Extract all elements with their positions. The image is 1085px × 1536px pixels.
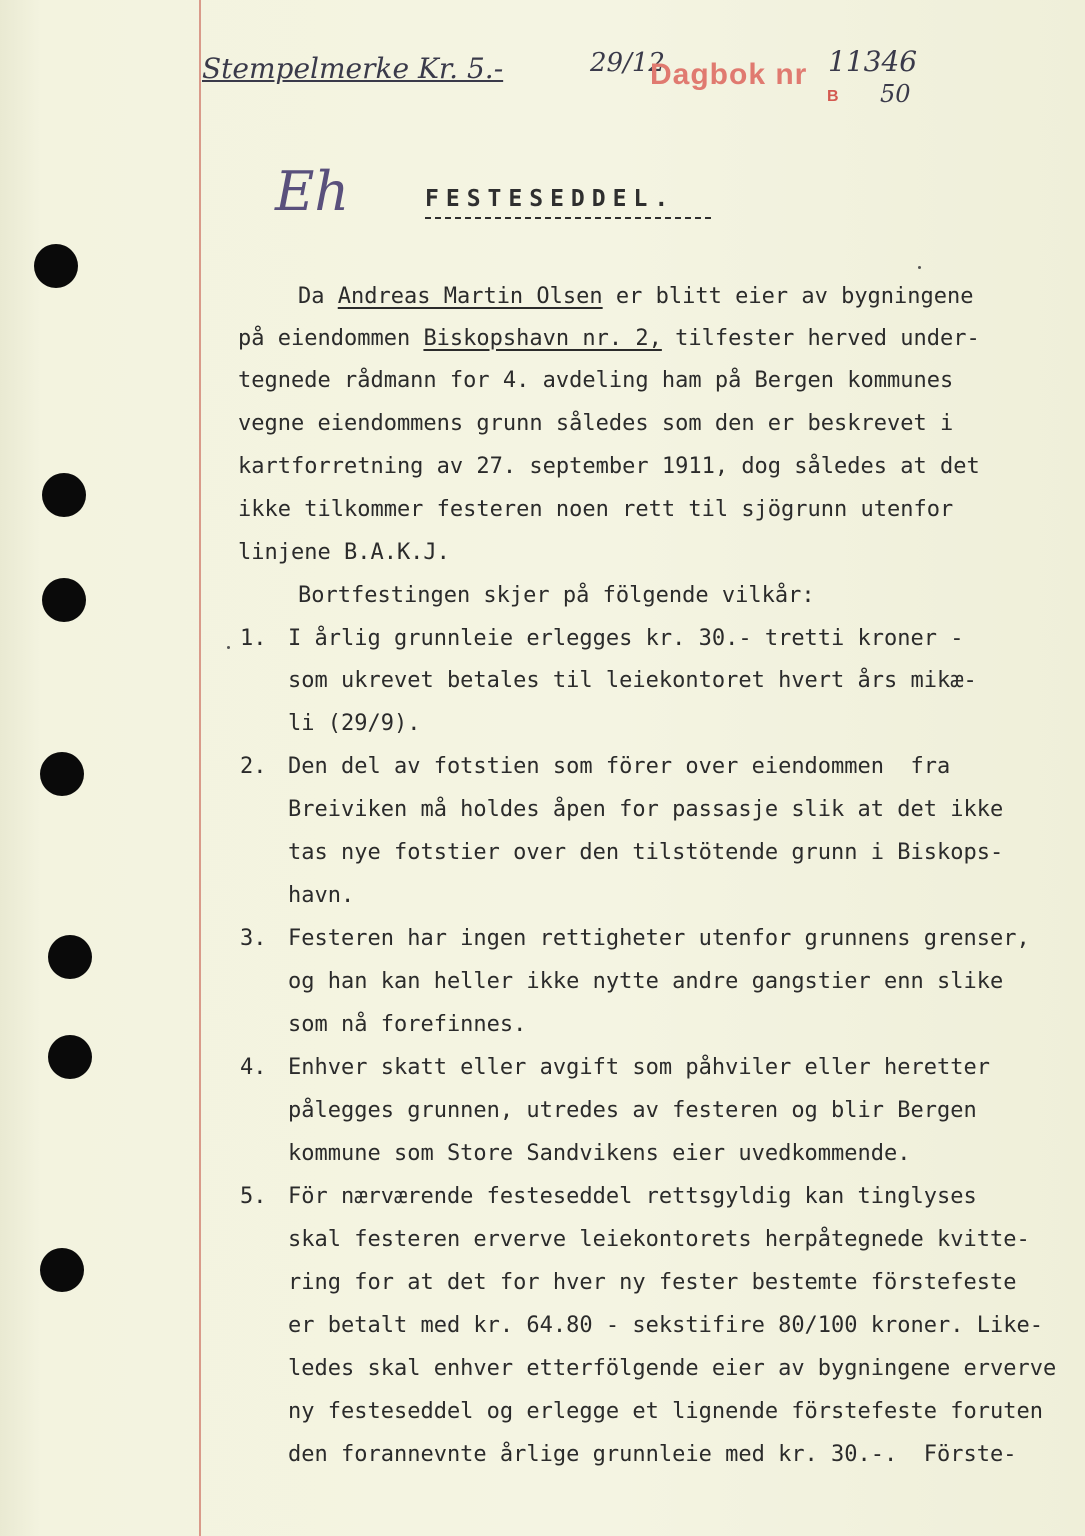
item-number: 2. [240,754,267,779]
item-number: 4. [240,1055,267,1080]
item-line: Den del av fotstien som förer over eiendommen fra [288,754,951,779]
handwritten-initials: Eh [275,160,350,223]
item-line: som ukrevet betales til leiekontoret hvert års mikæ- [288,668,977,693]
dagbok-date: 29/12 [590,48,665,78]
item-line: För nærværende festeseddel rettsgyldig kan tinglyses [288,1184,977,1209]
item-line: Festeren har ingen rettigheter utenfor grunnens grenser, [288,926,1030,951]
punch-hole [34,244,78,288]
intro-line-5: kartforretning av 27. september 1911, dog således at det [238,454,980,479]
margin-rule [199,0,201,1536]
item-line: li (29/9). [288,711,421,736]
item-line: pålegges grunnen, utredes av festeren og blir Bergen [288,1098,977,1123]
intro-line-3: tegnede rådmann for 4. avdeling ham på Bergen kommunes [238,368,954,393]
intro-line-4: vegne eiendommens grunn således som den er beskrevet i [238,411,954,436]
item-line: ledes skal enhver etterfölgende eier av bygningene erverve [288,1356,1057,1381]
item-number: 5. [240,1184,267,1209]
owner-name: Andreas Martin Olsen [337,284,603,309]
item-line: Enhver skatt eller avgift som påhviler eller heretter [288,1055,990,1080]
item-line: den forannevnte årlige grunnleie med kr. 30.-. Förste- [288,1442,1017,1467]
punch-hole [42,473,86,517]
item-line: ring for at det for hver ny fester bestemte förstefeste [288,1270,1017,1295]
item-line: skal festeren erverve leiekontorets herpåtegnede kvitte- [288,1227,1030,1252]
item-line: Breiviken må holdes åpen for passasje slik at det ikke [288,797,1004,822]
conditions-heading: Bortfestingen skjer på fölgende vilkår: [298,583,815,608]
item-number: 1. [240,626,267,651]
dagbok-year: 50 [880,80,911,108]
item-line: tas nye fotstier over den tilstötende grunn i Biskops- [288,840,1004,865]
item-line: som nå forefinnes. [288,1012,527,1037]
punch-hole [48,1035,92,1079]
dagbok-number: 11346 [828,45,918,78]
dagbok-stamp: Dagbok nr [650,58,808,91]
item-number: 3. [240,926,267,951]
item-line: ny festeseddel og erlegge et lignende förstefeste foruten [288,1399,1043,1424]
item-line: I årlig grunnleie erlegges kr. 30.- tretti kroner - [288,626,964,651]
property-name: Biskopshavn nr. 2, [423,326,662,351]
punch-hole [42,578,86,622]
document-title: FESTESEDDEL. [425,186,676,212]
stamp-mark-note: Stempelmerke Kr. 5.- [202,52,504,85]
title-underline [425,217,711,219]
ink-speck [918,266,921,269]
item-line: havn. [288,883,355,908]
punch-hole [40,1248,84,1292]
intro-line-7: linjene B.A.K.J. [238,540,450,565]
item-line: kommune som Store Sandvikens eier uvedkommende. [288,1141,911,1166]
intro-line-6: ikke tilkommer festeren noen rett til sjögrunn utenfor [238,497,954,522]
intro-line-1: Da Andreas Martin Olsen er blitt eier av bygningene [298,284,974,309]
intro-line-2: på eiendommen Biskopshavn nr. 2, tilfester herved under- [238,326,980,351]
item-line: og han kan heller ikke nytte andre gangstier enn slike [288,969,1004,994]
ink-dot [227,646,230,649]
punch-hole [40,752,84,796]
punch-hole [48,935,92,979]
dagbok-series: B [827,88,839,105]
item-line: er betalt med kr. 64.80 - sekstifire 80/100 kroner. Like- [288,1313,1043,1338]
